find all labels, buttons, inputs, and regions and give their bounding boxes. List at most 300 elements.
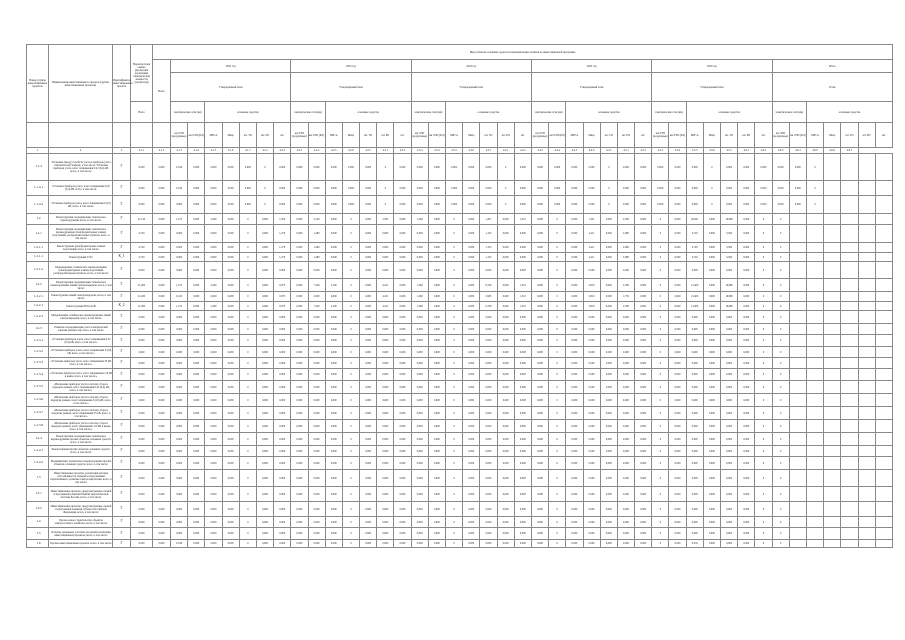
row-value: 0 (342, 358, 359, 369)
row-value: 0,000 (703, 470, 720, 487)
row-value (841, 181, 858, 196)
row-value: 0,000 (721, 407, 738, 420)
row-value: 0,000 (308, 196, 325, 214)
row-value (841, 154, 858, 181)
row-project-id: Г (113, 243, 131, 253)
row-value: 3,810 (583, 279, 600, 292)
row-value: 0,000 (600, 457, 617, 470)
row-value: 0,000 (497, 540, 514, 548)
row-value: 0,000 (377, 540, 394, 548)
row-value: 0,000 (308, 324, 325, 335)
row-value: 0,000 (256, 292, 273, 302)
row-probability: 0,000 (131, 446, 153, 457)
header-unit: шт. (394, 123, 411, 148)
row-value (875, 292, 893, 302)
row-value: 0 (239, 292, 256, 302)
row-value: 0 (772, 540, 789, 548)
row-value: 0,000 (153, 381, 171, 394)
row-value: 0 (652, 279, 669, 292)
row-value: 0,000 (463, 517, 480, 528)
table-row (27, 243, 893, 253)
row-value: 0,000 (463, 181, 480, 196)
row-value: 0 (772, 214, 789, 225)
row-project-id: Г (113, 470, 131, 487)
row-value: 0,000 (428, 262, 445, 279)
row-value: 0,000 (394, 540, 411, 548)
row-value: 0,000 (308, 420, 325, 433)
row-value: 0,000 (600, 262, 617, 279)
header-project-name: Наименование инвестиционного проекта (группы инвестиционных проектов) (49, 45, 113, 123)
row-value: 0,000 (188, 407, 205, 420)
row-value: 0,000 (325, 457, 342, 470)
row-value: 0 (772, 292, 789, 302)
row-value: 0,000 (566, 457, 583, 470)
row-value (824, 381, 841, 394)
row-value: 0 (549, 528, 566, 540)
header-unit: МВ×А (205, 123, 222, 148)
row-value: 0,000 (394, 487, 411, 502)
row-value: 0,000 (566, 181, 583, 196)
row-value: 0,000 (721, 394, 738, 407)
row-value: 0,000 (789, 196, 806, 214)
row-value: 0 (549, 446, 566, 457)
row-value (858, 433, 875, 446)
row-value: 0,000 (274, 446, 291, 457)
row-value: 0,000 (497, 347, 514, 358)
row-value: 0,000 (171, 457, 188, 470)
row-value (875, 335, 893, 347)
row-value: 0,000 (480, 324, 497, 335)
row-value (841, 243, 858, 253)
row-probability: 0,000 (131, 433, 153, 446)
row-value: 0 (342, 528, 359, 540)
row-value: 0,196 (171, 181, 188, 196)
row-value: 0,000 (360, 154, 377, 181)
header-year: 2025 год (531, 60, 651, 73)
row-value: 0,000 (703, 225, 720, 243)
header-unit: шт. (875, 123, 893, 148)
row-value: 0,000 (291, 324, 308, 335)
row-value (789, 433, 806, 446)
row-value: 0,000 (497, 407, 514, 420)
row-value (789, 381, 806, 394)
row-value: 0,000 (531, 502, 548, 517)
row-value: 0,000 (463, 302, 480, 311)
row-value: 1,135 (480, 243, 497, 253)
row-value: 0,000 (325, 487, 342, 502)
row-value: 0,000 (411, 407, 428, 420)
row-value: 0 (342, 407, 359, 420)
row-value: 0,000 (325, 369, 342, 381)
row-value: 3,810 (583, 302, 600, 311)
header-unit: шт. ТП (721, 123, 738, 148)
row-value (841, 433, 858, 446)
row-value: 0,000 (480, 420, 497, 433)
row-value: 0,000 (428, 394, 445, 407)
row-value: 0,000 (428, 243, 445, 253)
row-value: 0,000 (377, 243, 394, 253)
row-value: 0,000 (377, 502, 394, 517)
row-value: 0,000 (566, 487, 583, 502)
row-value: 0,000 (497, 311, 514, 324)
row-value: 2,080 (617, 225, 634, 243)
row-value: 0,000 (153, 279, 171, 292)
header-plan-label: Утвержденный план (291, 73, 411, 102)
row-value: 0,000 (205, 528, 222, 540)
row-probability: 0,000 (131, 347, 153, 358)
row-value: 0,000 (463, 214, 480, 225)
row-value: 0,000 (703, 262, 720, 279)
row-value: 0,000 (291, 225, 308, 243)
column-number: 4.5.3 (652, 148, 669, 154)
row-value: 0,000 (360, 528, 377, 540)
row-value: 0,000 (652, 181, 669, 196)
row-value: 0,000 (635, 214, 652, 225)
row-value: 0,000 (222, 394, 239, 407)
header-unit: км ЛЭП (воздушные) (411, 123, 428, 148)
header-fixed-assets: основные средства (686, 102, 772, 123)
row-value: 0,000 (428, 253, 445, 262)
row-value: 0,000 (411, 347, 428, 358)
row-value: 0,000 (205, 243, 222, 253)
column-number: 4.1.1 (131, 148, 153, 154)
row-value: 0,000 (635, 253, 652, 262)
row-value: 0,000 (738, 446, 755, 457)
row-value: 0,000 (669, 420, 686, 433)
row-value: 0 (772, 381, 789, 394)
row-value: 0,000 (205, 154, 222, 181)
row-value: 0,000 (222, 502, 239, 517)
row-value: 0,000 (222, 446, 239, 457)
row-value: 0 (239, 253, 256, 262)
row-value: 0,000 (360, 470, 377, 487)
row-value: 0,000 (171, 487, 188, 502)
row-value (841, 394, 858, 407)
row-value: 0,000 (325, 154, 342, 181)
row-value: 0,000 (222, 347, 239, 358)
row-value: 0,000 (617, 369, 634, 381)
row-value: 0,000 (480, 369, 497, 381)
row-value: 0,000 (549, 181, 566, 196)
row-probability: 0,000 (131, 324, 153, 335)
row-value: 0,000 (566, 335, 583, 347)
row-project-id: Г (113, 292, 131, 302)
row-code: 1.2.1 (27, 225, 49, 243)
row-value (858, 517, 875, 528)
header-year: 2024 год (411, 60, 531, 73)
row-value: 0,000 (635, 225, 652, 243)
row-value: 0,000 (583, 420, 600, 433)
row-value: 0 (342, 279, 359, 292)
row-value: 0,000 (738, 394, 755, 407)
row-value: 0,000 (188, 502, 205, 517)
row-value: 0 (772, 457, 789, 470)
row-value: 0 (239, 517, 256, 528)
row-value: 0,000 (531, 311, 548, 324)
row-value: 0,000 (703, 347, 720, 358)
row-value: 0,000 (480, 181, 497, 196)
row-value: 0,000 (153, 335, 171, 347)
row-value (824, 540, 841, 548)
row-value: 0,000 (514, 446, 531, 457)
row-value (789, 324, 806, 335)
row-project-name: Инвестиционные проекты, предусмотренные схемой и программой развития Единой энергетической системы России, всего, в том числе: (49, 487, 113, 502)
row-value: 0,000 (566, 470, 583, 487)
row-value: 0 (755, 279, 772, 292)
row-value: 0 (652, 394, 669, 407)
row-value: 2,080 (617, 243, 634, 253)
row-value: 1,750 (617, 292, 634, 302)
row-value: 0,000 (171, 381, 188, 394)
row-value: 21,400 (686, 279, 703, 292)
row-value: 0,000 (256, 407, 273, 420)
row-value: 0,000 (325, 517, 342, 528)
row-value: 7,540 (308, 279, 325, 292)
row-value: 0,000 (377, 420, 394, 433)
row-value: 0 (652, 517, 669, 528)
investment-program-table-sheet (26, 44, 893, 548)
row-value: 0,000 (325, 311, 342, 324)
row-value (824, 433, 841, 446)
row-value: 0 (239, 457, 256, 470)
row-value: 0,000 (291, 446, 308, 457)
row-project-id: К_2 (113, 302, 131, 311)
row-value: 0,000 (171, 528, 188, 540)
row-project-name: Реконструкция, модернизация, техническое перевооружение всего, в том числе: (49, 214, 113, 225)
row-value: 0 (446, 407, 463, 420)
row-value: 0 (772, 243, 789, 253)
row-value: 0,000 (531, 262, 548, 279)
row-value: 0,000 (463, 446, 480, 457)
row-value: 0,000 (686, 528, 703, 540)
row-value: 0 (772, 433, 789, 446)
row-value: 0,000 (738, 311, 755, 324)
row-value (789, 369, 806, 381)
row-value: 0,000 (635, 262, 652, 279)
row-value: 0,000 (274, 457, 291, 470)
row-value: 0,000 (205, 324, 222, 335)
row-value: 0 (342, 214, 359, 225)
row-value: 0,000 (188, 253, 205, 262)
row-value: 0,000 (583, 446, 600, 457)
row-value: 7,540 (308, 302, 325, 311)
row-project-id: Г (113, 528, 131, 540)
row-value: 0,000 (291, 279, 308, 292)
header-unit: Мвар (463, 123, 480, 148)
row-value: 0,000 (635, 517, 652, 528)
row-value: 0 (652, 407, 669, 420)
row-value: 0,000 (703, 369, 720, 381)
row-value: 0,000 (463, 394, 480, 407)
row-value: 0,000 (153, 225, 171, 243)
row-value: 0 (549, 433, 566, 446)
row-value: 0,000 (325, 292, 342, 302)
row-value: 0,000 (721, 457, 738, 470)
row-value: 0,000 (583, 457, 600, 470)
row-value: 0 (755, 302, 772, 311)
row-value (789, 517, 806, 528)
row-value: 0 (377, 154, 394, 181)
row-value: 0,000 (497, 262, 514, 279)
header-unit: МВ×А (686, 123, 703, 148)
row-value: 0,000 (738, 335, 755, 347)
row-value: 0,000 (600, 214, 617, 225)
row-value: 0,000 (171, 470, 188, 487)
header-unit: шт. (514, 123, 531, 148)
row-value: 0,000 (617, 358, 634, 369)
row-value: 0,000 (617, 433, 634, 446)
column-number: 4.3.6 (463, 148, 480, 154)
row-value (858, 253, 875, 262)
row-value (858, 279, 875, 292)
row-value: 6,760 (480, 279, 497, 292)
row-value: 0,000 (531, 369, 548, 381)
row-value: 1,331 (583, 214, 600, 225)
row-value: 0 (772, 517, 789, 528)
row-value: 0,000 (738, 528, 755, 540)
row-value: 1,510 (514, 279, 531, 292)
row-value (858, 311, 875, 324)
row-value: 0,000 (480, 457, 497, 470)
row-value: 1,510 (514, 302, 531, 311)
row-value: 0,000 (325, 196, 342, 214)
row-value: 0,000 (274, 407, 291, 420)
row-value: 0 (549, 347, 566, 358)
table-row (27, 420, 893, 433)
row-project-name: Инвестиционные проекты, реализация которых обуславливается схемами и программами перспективного развития электроэнергетики, всего, в том числе: (49, 470, 113, 487)
row-value (858, 420, 875, 433)
row-value: 0,000 (153, 369, 171, 381)
column-number: 4.1.7 (239, 148, 256, 154)
row-value: 0,000 (171, 196, 188, 214)
row-value: 0,000 (428, 457, 445, 470)
row-value: 0,000 (738, 292, 755, 302)
row-value: 0,000 (497, 358, 514, 369)
row-value (806, 302, 823, 311)
table-row (27, 214, 893, 225)
row-value (789, 347, 806, 358)
row-value: 0 (239, 487, 256, 502)
row-value: 0,000 (635, 407, 652, 420)
row-value: 0,000 (377, 470, 394, 487)
row-value: 0,000 (256, 302, 273, 311)
row-value: 0,000 (566, 394, 583, 407)
row-value: 0,000 (480, 517, 497, 528)
row-value: 0,140 (171, 292, 188, 302)
header-unit: км ЛЭП (воздушные) (531, 123, 548, 148)
row-value (824, 302, 841, 311)
row-value: 0,000 (394, 502, 411, 517)
row-value: 0 (549, 420, 566, 433)
row-value: 0,000 (360, 540, 377, 548)
row-value (858, 181, 875, 196)
row-value: 0,000 (531, 381, 548, 394)
row-value: 0 (549, 243, 566, 253)
row-value: 0,000 (686, 517, 703, 528)
row-value: 0,000 (669, 433, 686, 446)
row-value: 0,000 (325, 335, 342, 347)
row-value: 0,000 (188, 517, 205, 528)
row-value (806, 347, 823, 358)
row-value (858, 292, 875, 302)
row-code: 1.2.3.7 (27, 407, 49, 420)
header-blank (113, 123, 131, 148)
row-value (875, 540, 893, 548)
row-value: 0,000 (463, 470, 480, 487)
row-value (789, 243, 806, 253)
row-value: 0 (342, 457, 359, 470)
row-value: 0,000 (308, 446, 325, 457)
row-code: 1.1.4.2 (27, 196, 49, 214)
row-value: 0,000 (188, 154, 205, 181)
row-value: 0,000 (325, 358, 342, 369)
row-value: 0,000 (171, 433, 188, 446)
row-value: 0,000 (153, 214, 171, 225)
row-value: 0 (549, 335, 566, 347)
row-value: 0 (772, 487, 789, 502)
row-value (824, 347, 841, 358)
row-value: 1,260 (411, 292, 428, 302)
row-value: 0 (446, 358, 463, 369)
row-value (875, 262, 893, 279)
row-value: 0,000 (514, 470, 531, 487)
row-value: 0 (755, 262, 772, 279)
row-value: 0,000 (153, 292, 171, 302)
row-value: 0,000 (738, 540, 755, 548)
row-value: 0 (772, 407, 789, 420)
row-value: 0,000 (256, 420, 273, 433)
row-value: 0,000 (514, 407, 531, 420)
row-value: 0,000 (274, 196, 291, 214)
row-value: 0,000 (205, 335, 222, 347)
row-value (824, 311, 841, 324)
row-value: 0,000 (617, 457, 634, 470)
row-value: 0,000 (291, 347, 308, 358)
row-value: 26,941 (686, 214, 703, 225)
row-value: 0,000 (291, 470, 308, 487)
row-value: 0,000 (256, 502, 273, 517)
row-value: 0,000 (222, 487, 239, 502)
row-value: 0,000 (428, 420, 445, 433)
row-value: 0,000 (600, 279, 617, 292)
row-value: 0 (549, 470, 566, 487)
row-value: 0 (549, 540, 566, 548)
row-value: 0,000 (377, 517, 394, 528)
column-number: 4.3.2 (394, 148, 411, 154)
row-value: 0,000 (738, 369, 755, 381)
row-value (789, 292, 806, 302)
row-value: 0,000 (566, 420, 583, 433)
row-value: 0 (806, 196, 823, 214)
row-value: 0,000 (686, 470, 703, 487)
row-value: 0,000 (686, 457, 703, 470)
row-value: 0,000 (738, 324, 755, 335)
row-value: 0 (377, 181, 394, 196)
row-value: 0,000 (497, 470, 514, 487)
row-value: 0,000 (291, 369, 308, 381)
row-project-id: Г (113, 540, 131, 548)
row-value: 0,000 (394, 324, 411, 335)
row-value: 0,000 (514, 358, 531, 369)
row-value: 0,000 (377, 225, 394, 243)
table-row (27, 335, 893, 347)
row-value: 0 (755, 381, 772, 394)
row-value: 0,000 (703, 253, 720, 262)
row-value: 0,000 (428, 214, 445, 225)
row-value: 0,000 (669, 335, 686, 347)
row-value: 0 (549, 517, 566, 528)
row-value: 0,000 (703, 446, 720, 457)
